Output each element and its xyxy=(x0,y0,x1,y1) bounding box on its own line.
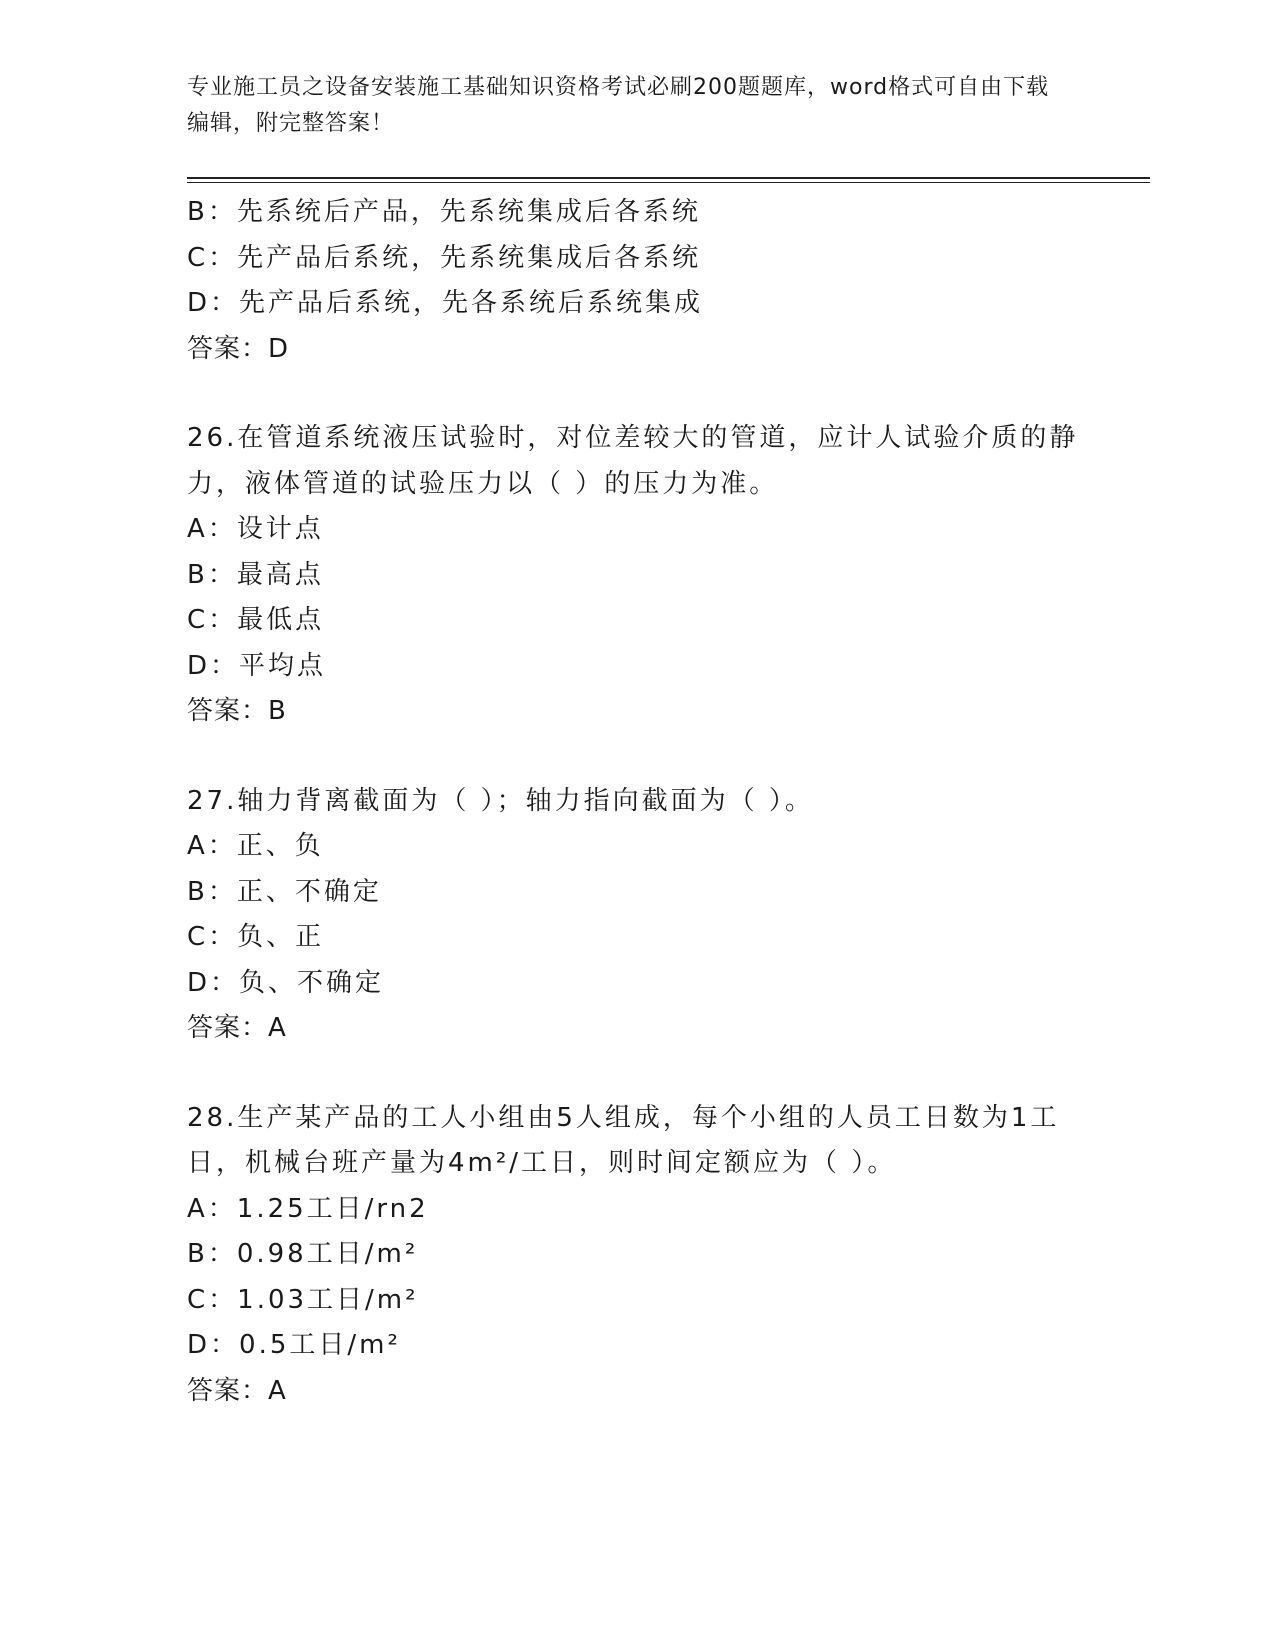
option-b: B：正、不确定 xyxy=(187,876,382,907)
option-b: B：0.98工日/m² xyxy=(187,1239,419,1269)
option-d: D：0.5工日/m² xyxy=(187,1330,401,1360)
option-b: B：先系统后产品，先系统集成后各系统 xyxy=(187,197,701,227)
option-d: D：平均点 xyxy=(187,650,327,681)
spacer xyxy=(187,735,1087,779)
option-c: C：负、正 xyxy=(187,922,325,952)
question-stem: 26.在管道系统液压试验时，对位差较大的管道，应计人试验介质的静力，液体管道的试验压力以（ ）的压力为准。 xyxy=(187,423,1079,499)
option-d: D：先产品后系统，先各系统后系统集成 xyxy=(187,288,704,318)
option-d: D：负、不确定 xyxy=(187,967,385,998)
question-list xyxy=(187,190,1087,1414)
spacer xyxy=(187,1052,1087,1096)
header-divider-thick xyxy=(187,177,1150,179)
option-a: A：正、负 xyxy=(187,831,324,861)
answer-line: 答案：B xyxy=(187,696,287,726)
answer-line: 答案：D xyxy=(187,333,290,364)
answer-line: 答案：A xyxy=(187,1013,287,1043)
option-b: B：最高点 xyxy=(187,559,324,590)
question-28 xyxy=(187,1096,1087,1415)
document-header: 专业施工员之设备安装施工基础知识资格考试必刷200题题库，word格式可自由下载编辑，附完整答案！ xyxy=(187,75,1050,136)
question-26 xyxy=(187,416,1087,735)
option-c: C：1.03工日/m² xyxy=(187,1284,419,1315)
spacer xyxy=(187,372,1087,416)
question-stem: 27.轴力背离截面为（ ）；轴力指向截面为（ ）。 xyxy=(187,785,814,816)
option-c: C：最低点 xyxy=(187,605,325,635)
option-a: A：1.25工日/rn2 xyxy=(187,1193,429,1224)
header-divider-thin xyxy=(187,182,1150,183)
option-c: C：先产品后系统，先系统集成后各系统 xyxy=(187,242,702,273)
question-stem: 28.生产某产品的工人小组由5人组成，每个小组的人员工日数为1工日，机械台班产量为4m²/工日，则时间定额应为（ ）。 xyxy=(187,1102,1060,1178)
question-partial xyxy=(187,190,1087,372)
answer-line: 答案：A xyxy=(187,1375,287,1406)
question-27 xyxy=(187,779,1087,1052)
option-a: A：设计点 xyxy=(187,514,324,544)
